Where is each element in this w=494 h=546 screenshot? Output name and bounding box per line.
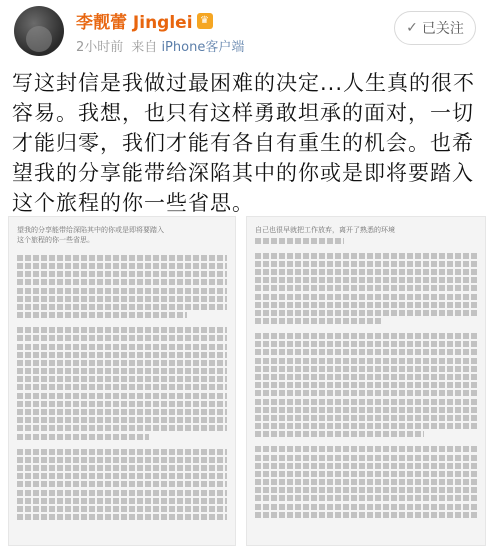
letter-line-texture [17,401,227,407]
letter-line-texture [255,238,344,244]
letter-line-texture [17,457,227,463]
letter-line-texture [17,360,227,366]
letter-line-texture [17,288,227,294]
source-link[interactable]: iPhone客户端 [161,40,245,55]
letter-line-texture [17,296,227,302]
letter-line-texture [255,415,477,421]
letter-line-texture [255,399,477,405]
post-meta [76,36,244,55]
avatar[interactable] [14,6,64,56]
letter-line-texture [17,376,227,382]
letter-line-texture [255,253,477,259]
source-prefix: 来自 [131,40,158,55]
letter-line-texture [255,455,477,461]
letter-line-texture [17,465,227,471]
letter-line-texture [17,449,227,455]
letter-line-texture [255,269,477,275]
letter-line: 自己也很早就把工作放弃，离开了熟悉的环境 [255,226,395,234]
letter-line-texture [17,506,227,512]
letter-line-texture [255,285,477,291]
letter-line-texture [17,498,227,504]
letter-line-texture [17,368,227,374]
follow-button[interactable] [394,11,476,45]
letter-line-texture [17,434,149,440]
letter-line-texture [17,393,227,399]
letter-line-texture [255,382,477,388]
letter-line-texture [255,358,477,364]
crown-badge-icon: ♛ [197,13,213,29]
letter-text-block [255,238,477,518]
letter-image-right[interactable] [246,216,486,546]
letter-line-texture [17,263,227,269]
letter-line-texture [255,495,477,501]
letter-line-texture [17,490,227,496]
post-source [131,36,244,55]
letter-line-texture [255,310,477,316]
letter-line-texture [255,341,477,347]
letter-line-texture [255,333,477,339]
letter-line-texture [255,294,477,300]
author-row [76,8,213,33]
letter-line-texture [17,271,227,277]
post-body: 写这封信是我做过最困难的决定...人生真的很不容易。我想，也只有这样勇敢坦承的面对，一切才能归零，我们才能有各自有重生的机会。也希望我的分享能带给深陷其中的你或是即将要踏入这个旅程的你一些省思。 [12,71,476,215]
letter-line-texture [17,255,227,261]
post-time: 2小时前 [76,40,124,55]
letter-line-texture [17,312,187,318]
letter-line-texture [17,352,227,358]
letter-line-texture [255,446,477,452]
post-header [0,0,494,60]
letter-line-texture [255,277,477,283]
letter-line-texture [255,261,477,267]
check-icon: ✓ [406,20,418,36]
letter-line-texture [17,481,227,487]
letter-line-texture [255,504,477,510]
letter-line-texture [255,318,382,324]
letter-line-texture [17,335,227,341]
letter-line-texture [255,487,477,493]
letter-line-texture [17,473,227,479]
letter-line-texture [17,384,227,390]
letter-line-texture [17,327,227,333]
letter-line-texture [255,374,477,380]
letter-line: 这个旅程的你一些省思。 [17,236,94,245]
letter-line-texture [255,407,477,413]
letter-line-texture [255,471,477,477]
letter-line-texture [255,302,477,308]
letter-line-texture [255,479,477,485]
letter-line-texture [17,344,227,350]
follow-label: 已关注 [421,21,464,37]
author-name[interactable]: 李靓蕾 Jinglei [76,13,193,33]
letter-line-texture [255,349,477,355]
letter-line-texture [17,417,227,423]
letter-line-texture [17,514,227,520]
letter-text-block [17,255,227,520]
letter-line-texture [17,279,227,285]
letter-line-texture [255,463,477,469]
letter-line-texture [255,512,477,518]
letter-line-texture [17,409,227,415]
letter-line-texture [255,390,477,396]
letter-line-texture [17,304,227,310]
letter-line-texture [17,425,227,431]
letter-line: 望我的分享能带给深陷其中的你或是即将要踏入 [17,226,164,234]
letter-line-texture [255,431,424,437]
letter-line-texture [255,423,477,429]
letter-image-left[interactable] [8,216,236,546]
letter-line-texture [255,366,477,372]
